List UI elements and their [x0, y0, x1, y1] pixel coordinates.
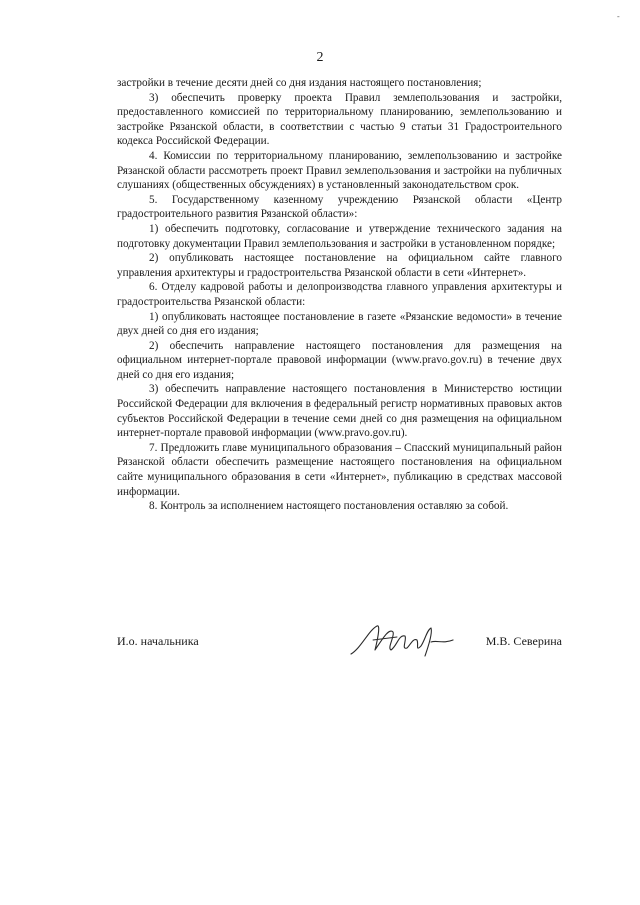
paragraph-item-5-2-publish-site: 2) опубликовать настоящее постановление на официальном сайте главного управления архитектуры и градостроительства Рязанской области в сети «Интернет». [117, 252, 562, 279]
paragraph-item-3-verification: 3) обеспечить проверку проекта Правил землепользования и застройки, предоставленного комиссией по территориальному планированию, землепользованию и застройке Рязанской области, в соответствии с частью 9 статьи 31 Градостроительного кодекса Российской Федерации. [117, 91, 562, 148]
paragraph-item-6-1-newspaper: 1) опубликовать настоящее постановление в газете «Рязанские ведомости» в течение двух дней со дня его издания; [117, 310, 562, 338]
signature-block [117, 620, 562, 670]
handwritten-signature [347, 620, 457, 660]
paragraph-item-4-commission: 4. Комиссии по территориальному планированию, землепользованию и застройке Рязанской области рассмотреть проект Правил землепользования и застройки на публичных слушаниях (общественных обсуждениях) в установленный законодательством срок. [117, 149, 562, 192]
paragraph-item-6-3-ministry: 3) обеспечить направление настоящего постановления в Министерство юстиции Российской Федерации для включения в федеральный регистр нормативных правовых актов субъектов Российской Федерации в течение семи дней со дня размещения на официальном интернет-портале правовой информации (www.pravo.gov.ru). [117, 383, 562, 440]
paragraph-item-5-institution: 5. Государственному казенному учреждению Рязанской области «Центр градостроительного развития Рязанской области»: [117, 193, 562, 221]
paragraph-item-6-department: 6. Отделу кадровой работы и делопроизводства главного управления архитектуры и градостроительства Рязанской области: [117, 281, 562, 308]
paragraph-item-7-municipality: 7. Предложить главе муниципального образования – Спасский муниципальный район Рязанской области обеспечить размещение настоящего постановления на официальном сайте муниципального образования в сети «Интернет», публикацию в средствах массовой информации. [117, 441, 562, 498]
page-number: 2 [316, 50, 324, 65]
corner-mark: - [617, 12, 620, 21]
paragraph-item-6-2-portal: 2) обеспечить направление настоящего постановления для размещения на официальном интернет-портале правовой информации (www.pravo.gov.ru) в течение двух дней со дня его издания; [117, 339, 562, 381]
paragraph-continuation: застройки в течение десяти дней со дня издания настоящего постановления; [117, 77, 482, 89]
document-body [117, 76, 562, 514]
signatory-title: И.о. начальника [117, 634, 199, 648]
paragraph-item-5-1-technical-task: 1) обеспечить подготовку, согласование и утверждение технического задания на подготовку документации Правил землепользования и застройки в установленном порядке; [117, 222, 562, 250]
paragraph-item-8-control: 8. Контроль за исполнением настоящего постановления оставляю за собой. [149, 500, 509, 513]
signatory-name: М.В. Северина [485, 634, 562, 648]
